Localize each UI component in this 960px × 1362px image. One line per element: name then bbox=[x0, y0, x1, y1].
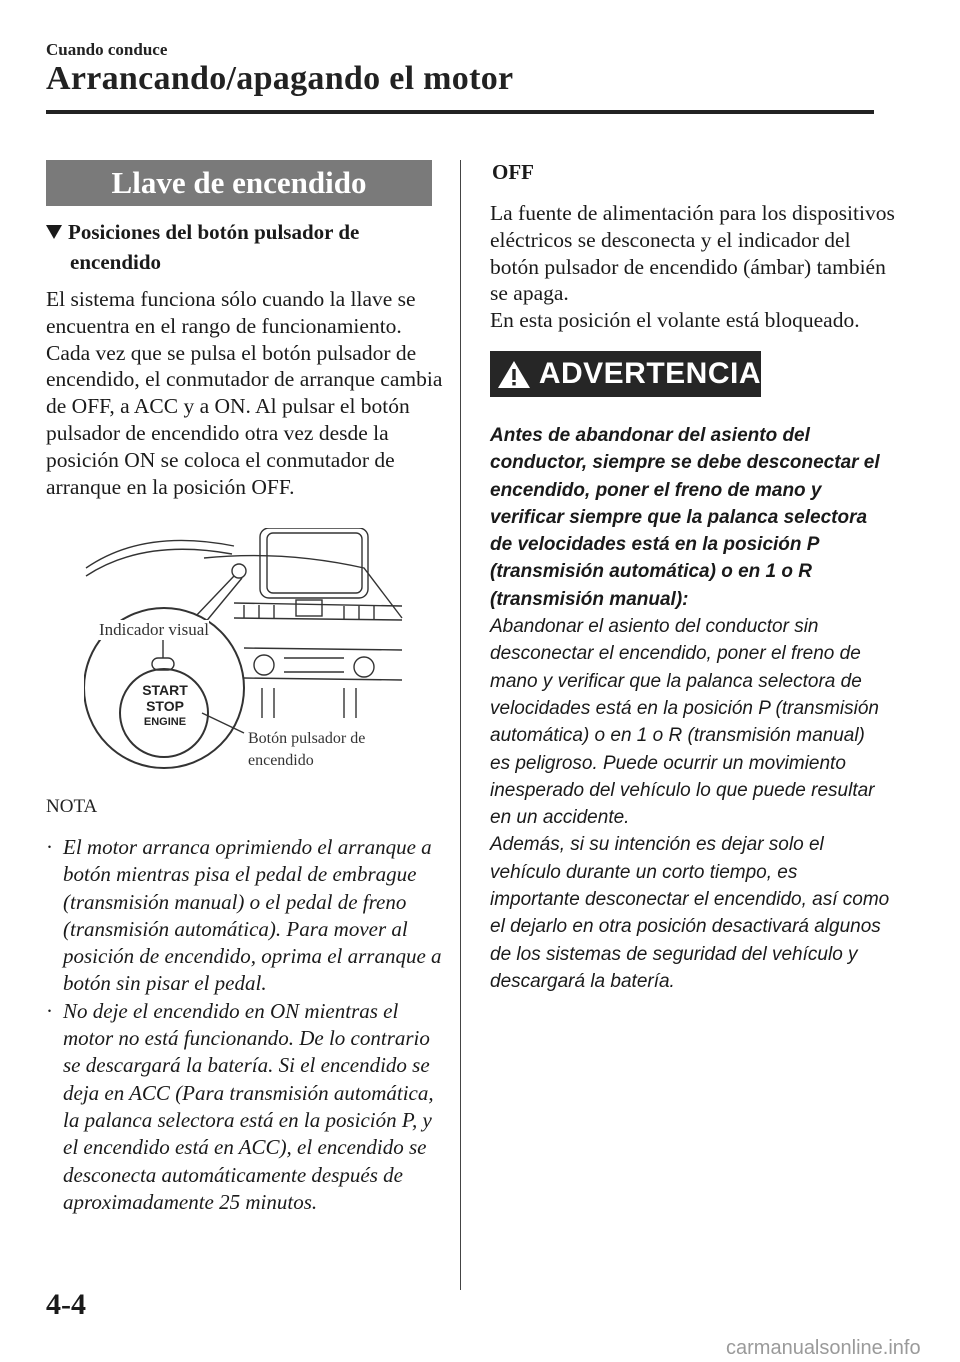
bullet-icon: · bbox=[46, 998, 53, 1023]
watermark: carmanualsonline.info bbox=[726, 1337, 921, 1359]
page-title: Arrancando/apagando el motor bbox=[46, 60, 514, 97]
section-banner: Llave de encendido bbox=[46, 160, 432, 206]
intro-paragraph: El sistema funciona sólo cuando la llave se encuentra en el rango de funcionamiento. Cada vez que se pulsa el botón pulsador de encendido, el conmutador de arranque cambia de OFF, a ACC y a ON. Al pulsar el botón pulsador de encendido otra vez desde la posición ON se coloca el conmutador de arranque en la posición OFF. bbox=[46, 287, 443, 499]
warning-body bbox=[490, 422, 890, 995]
note-item bbox=[46, 834, 446, 998]
warning-text-1: Abandonar el asiento del conductor sin desconectar el encendido, poner el freno de mano y verificar que la palanca selectora de velocidades está en la posición P (transmisión automática) o en 1 o R (transmisión manual) es peligroso. Puede ocurrir un movimiento inesperado del vehículo lo que puede resultar en un accidente. bbox=[490, 616, 879, 829]
stop-text: STOP bbox=[146, 698, 184, 714]
engine-text: ENGINE bbox=[143, 716, 187, 728]
warning-label: ADVERTENCIA bbox=[538, 357, 761, 390]
subheading bbox=[46, 218, 436, 277]
subheading-line-1: Posiciones del botón pulsador de bbox=[68, 220, 360, 244]
off-paragraph-2: En esta posición el volante está bloqueado. bbox=[490, 308, 860, 333]
section-name: Cuando conduce bbox=[46, 40, 168, 59]
button-label-line-1: Botón pulsador de bbox=[248, 730, 366, 747]
header-rule bbox=[46, 110, 874, 114]
warning-text-2: Además, si su intención es dejar solo el vehículo durante un corto tiempo, es importante desconectar el encendido, así como el dejarlo en otra posición desactivará algunos de los sistemas de seguridad del vehículo y descargará la batería. bbox=[490, 834, 890, 992]
triangle-down-icon bbox=[46, 219, 68, 248]
page-number: 4-4 bbox=[46, 1288, 86, 1321]
note-item-text: No deje el encendido en ON mientras el motor no está funcionando. De lo contrario se descargará la batería. Si el encendido se deja en ACC (Para transmisión automática, la palanca selectora está en la posición P, y el encendido está en ACC), el encendido se desconecta automáticamente después de aproximadamente 25 minutos. bbox=[63, 998, 434, 1214]
off-paragraph-1: La fuente de alimentación para los dispositivos eléctricos se desconecta y el indicador del botón pulsador de encendido (ámbar) también se apaga. bbox=[490, 201, 895, 306]
indicator-label: Indicador visual bbox=[99, 620, 209, 639]
subheading-line-2: encendido bbox=[70, 250, 162, 274]
note-list bbox=[46, 834, 446, 1216]
off-heading: OFF bbox=[492, 160, 534, 184]
note-title: NOTA bbox=[46, 796, 98, 817]
off-description bbox=[490, 200, 900, 334]
button-label-line-2: encendido bbox=[248, 752, 314, 769]
warning-bold-text: Antes de abandonar del asiento del conductor, siempre se debe desconectar el encendido, poner el freno de mano y verificar siempre que la palanca selectora de velocidades está en la posición P (transmisión automática) o en 1 o R (transmisión manual): bbox=[490, 425, 880, 610]
note-item bbox=[46, 998, 446, 1216]
display-screen bbox=[267, 533, 362, 593]
start-stop-text bbox=[120, 680, 210, 740]
warning-badge bbox=[490, 351, 761, 397]
column-divider bbox=[460, 160, 461, 1290]
note-item-text: El motor arranca oprimiendo el arranque a botón mientras pisa el pedal de embrague (transmisión manual) o el pedal de freno (transmisión automática). Para mover al posición de encendido, oprima el arranque a botón sin pisar el pedal. bbox=[63, 835, 442, 996]
warning-triangle-icon bbox=[490, 351, 539, 397]
bullet-icon: · bbox=[46, 835, 53, 859]
start-text: START bbox=[142, 682, 188, 698]
